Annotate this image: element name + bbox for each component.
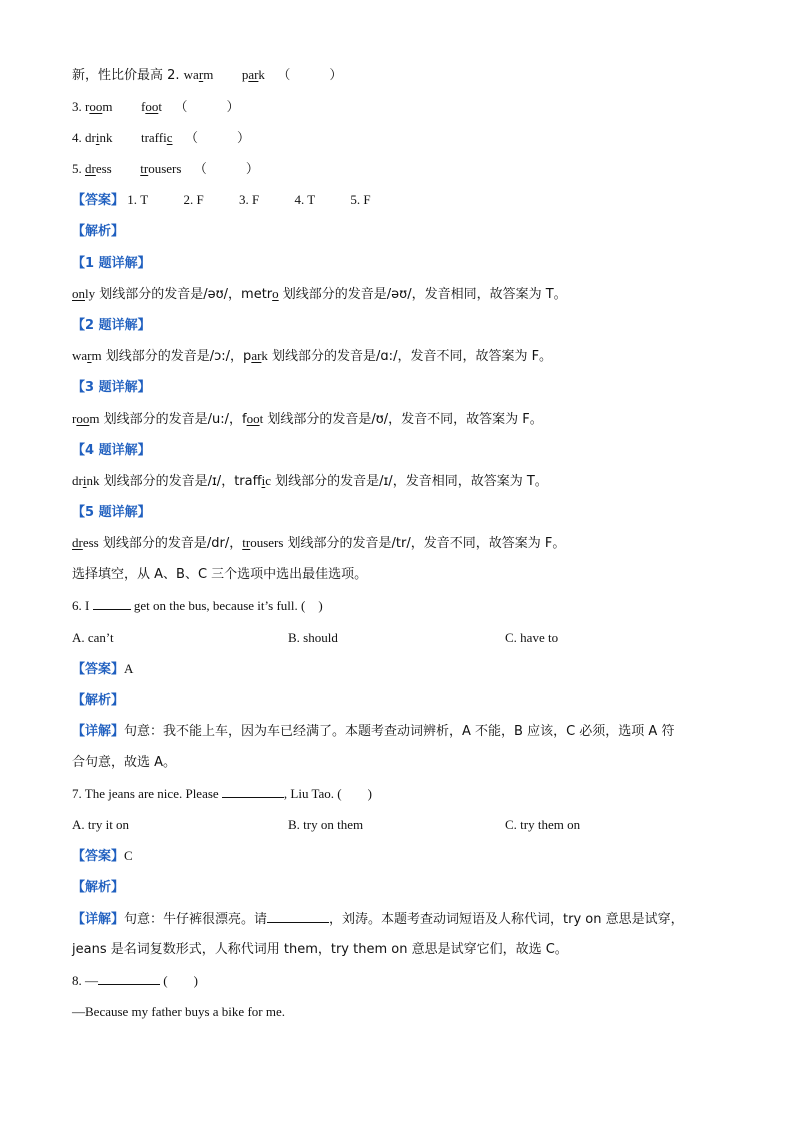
detail-tag: 【1 题详解】	[72, 256, 151, 271]
detail-tag: 【详解】	[72, 912, 125, 927]
answer-value: A	[124, 661, 134, 676]
word-underlined: r	[87, 348, 92, 363]
word-rest: ess	[82, 535, 99, 550]
answer-item: 3. F	[238, 192, 260, 207]
detail-tag: 【5 题详解】	[72, 505, 151, 520]
option-a: A. try it on	[72, 817, 130, 832]
detail-text: 划线部分的发音是/əʊ/，metr	[95, 287, 273, 302]
word-rest: t	[259, 411, 264, 426]
stem-text: get on the bus, because it’s full. ( )	[130, 598, 323, 613]
word-room-underlined: oo	[89, 99, 103, 114]
answer-tag: 【答案】	[72, 849, 125, 864]
detail-tag: 【详解】	[72, 724, 125, 739]
option-c: C. try them on	[505, 817, 581, 832]
line-prefix: 新，性比价最高 2.	[72, 68, 184, 83]
word-trousers-underlined: tr	[140, 161, 149, 176]
detail-5-text	[72, 534, 565, 553]
answer-blank	[222, 785, 284, 798]
question-2-line	[72, 66, 342, 85]
word-underlined: oo	[76, 411, 90, 426]
word-foot-b: t	[158, 99, 162, 114]
detail-1-heading	[72, 254, 151, 273]
question-6-analysis	[72, 691, 124, 710]
detail-2-heading	[72, 316, 151, 335]
detail-text: 划线部分的发音是/ʊ/，发音不同，故答案为 F。	[263, 412, 543, 427]
question-number: 5.	[72, 161, 85, 176]
word-rest: dr	[72, 473, 83, 488]
word-underlined: o	[272, 286, 279, 301]
answer-tag: 【答案】	[72, 662, 125, 677]
answer-blank	[267, 910, 329, 923]
word-warm-a: wa	[183, 67, 199, 82]
option-c: C. have to	[505, 630, 559, 645]
word-drink-b: nk	[99, 130, 113, 145]
word-warm-underlined: r	[198, 67, 204, 82]
question-3-line	[72, 98, 239, 117]
word-underlined: on	[72, 286, 85, 301]
question-7-analysis	[72, 878, 124, 897]
word-traffic-underlined: c	[166, 130, 173, 145]
question-number: 3.	[72, 99, 85, 114]
detail-text: 划线部分的发音是/dr/，	[98, 536, 243, 551]
question-6-answer	[72, 660, 133, 679]
word-rest: k	[261, 348, 268, 363]
stem-text: 7. The jeans are nice. Please	[72, 786, 222, 801]
option-b: B. should	[288, 630, 338, 645]
analysis-tag: 【解析】	[72, 880, 125, 895]
detail-tag: 【3 题详解】	[72, 380, 151, 395]
word-rest: c	[265, 473, 271, 488]
word-underlined: oo	[246, 411, 260, 426]
detail-text: 划线部分的发音是/tr/，发音不同，故答案为 F。	[283, 536, 566, 551]
answer-paren: （ ）	[185, 131, 251, 146]
detail-4-heading	[72, 441, 151, 460]
question-6-detail-line-2: 合句意，故选 A。	[72, 755, 177, 770]
word-dress-b: ess	[95, 161, 112, 176]
detail-2-text	[72, 347, 552, 366]
detail-text: 划线部分的发音是/ɑ:/，发音不同，故答案为 F。	[267, 349, 553, 364]
question-7-stem	[72, 785, 372, 803]
answer-paren: （ ）	[277, 68, 343, 83]
word-foot-underlined: oo	[145, 99, 159, 114]
analysis-tag: 【解析】	[72, 224, 125, 239]
detail-text: 句意：我不能上车，因为车已经满了。本题考查动词辨析，A 不能，B 应该，C 必须，选项 A 符	[124, 724, 675, 739]
answer-line	[72, 191, 371, 210]
word-rest: wa	[72, 348, 88, 363]
word-room-b: m	[102, 99, 113, 114]
detail-text: 划线部分的发音是/ɪ/，traff	[99, 474, 262, 489]
detail-4-text	[72, 472, 548, 491]
question-6-stem	[72, 597, 323, 615]
detail-text: 划线部分的发音是/əʊ/，发音相同，故答案为 T。	[278, 287, 567, 302]
question-4-line	[72, 129, 250, 148]
detail-tag: 【2 题详解】	[72, 318, 151, 333]
answer-value: C	[124, 848, 133, 863]
question-8-stem	[72, 972, 198, 990]
stem-text: , Liu Tao. ( )	[283, 786, 372, 801]
word-drink-underlined: i	[95, 130, 100, 145]
answer-item: 5. F	[350, 192, 371, 207]
answer-blank	[98, 972, 160, 985]
question-6-detail-line-1	[72, 722, 674, 741]
option-a: A. can’t	[72, 630, 114, 645]
detail-text: 划线部分的发音是/u:/，f	[99, 412, 247, 427]
section-title: 选择填空，从 A、B、C 三个选项中选出最佳选项。	[72, 567, 368, 582]
stem-text: 6. I	[72, 598, 93, 613]
word-park-underlined: ar	[248, 67, 259, 82]
word-underlined: dr	[72, 535, 83, 550]
detail-3-text	[72, 410, 543, 429]
word-underlined: tr	[242, 535, 251, 550]
answer-item: 4. T	[294, 192, 316, 207]
detail-1-text	[72, 285, 567, 304]
word-rest: m	[89, 411, 100, 426]
option-b: B. try on them	[288, 817, 364, 832]
detail-text: 划线部分的发音是/ɔ:/，p	[101, 349, 252, 364]
word-rest: m	[91, 348, 102, 363]
question-8-reply: —Because my father buys a bike for me.	[72, 1004, 285, 1019]
word-park-a: p	[241, 67, 249, 82]
answer-paren: （ ）	[193, 162, 259, 177]
answer-paren: （ ）	[174, 100, 240, 115]
word-rest: nk	[86, 473, 100, 488]
question-number: 4.	[72, 130, 85, 145]
answer-item: 1. T	[127, 192, 149, 207]
word-underlined: i	[82, 473, 87, 488]
word-park-b: k	[258, 67, 265, 82]
stem-text: ( )	[160, 973, 198, 988]
word-rest: ly	[85, 286, 96, 301]
word-foot-a: f	[140, 99, 146, 114]
answer-tag: 【答案】	[72, 193, 125, 208]
detail-text: 划线部分的发音是/ɪ/，发音相同，故答案为 T。	[270, 474, 548, 489]
detail-text: ，刘涛。本题考查动词短语及人称代词，try on 意思是试穿，	[329, 912, 684, 927]
detail-text: 句意：牛仔裤很漂亮。请	[124, 912, 268, 927]
question-7-detail-line-2: jeans 是名词复数形式，人称代词用 them，try them on 意思是试穿它们，故选 C。	[72, 942, 568, 957]
word-drink-a: dr	[85, 130, 96, 145]
analysis-tag: 【解析】	[72, 693, 125, 708]
answer-item: 2. F	[183, 192, 204, 207]
word-traffic-a: traffi	[140, 130, 167, 145]
detail-3-heading	[72, 378, 151, 397]
word-rest: ousers	[250, 535, 284, 550]
question-7-answer	[72, 847, 133, 866]
word-warm-b: m	[203, 67, 214, 82]
analysis-heading	[72, 222, 124, 241]
word-rest: r	[72, 411, 77, 426]
word-underlined: ar	[251, 348, 262, 363]
word-trousers-b: ousers	[148, 161, 182, 176]
answer-blank	[93, 597, 131, 610]
detail-tag: 【4 题详解】	[72, 443, 151, 458]
question-7-detail-line-1	[72, 910, 684, 929]
question-5-line	[72, 160, 259, 179]
word-underlined: i	[261, 473, 266, 488]
stem-text: 8. —	[72, 973, 98, 988]
detail-5-heading	[72, 503, 151, 522]
word-room-a: r	[85, 99, 90, 114]
word-dress-underlined: dr	[85, 161, 96, 176]
